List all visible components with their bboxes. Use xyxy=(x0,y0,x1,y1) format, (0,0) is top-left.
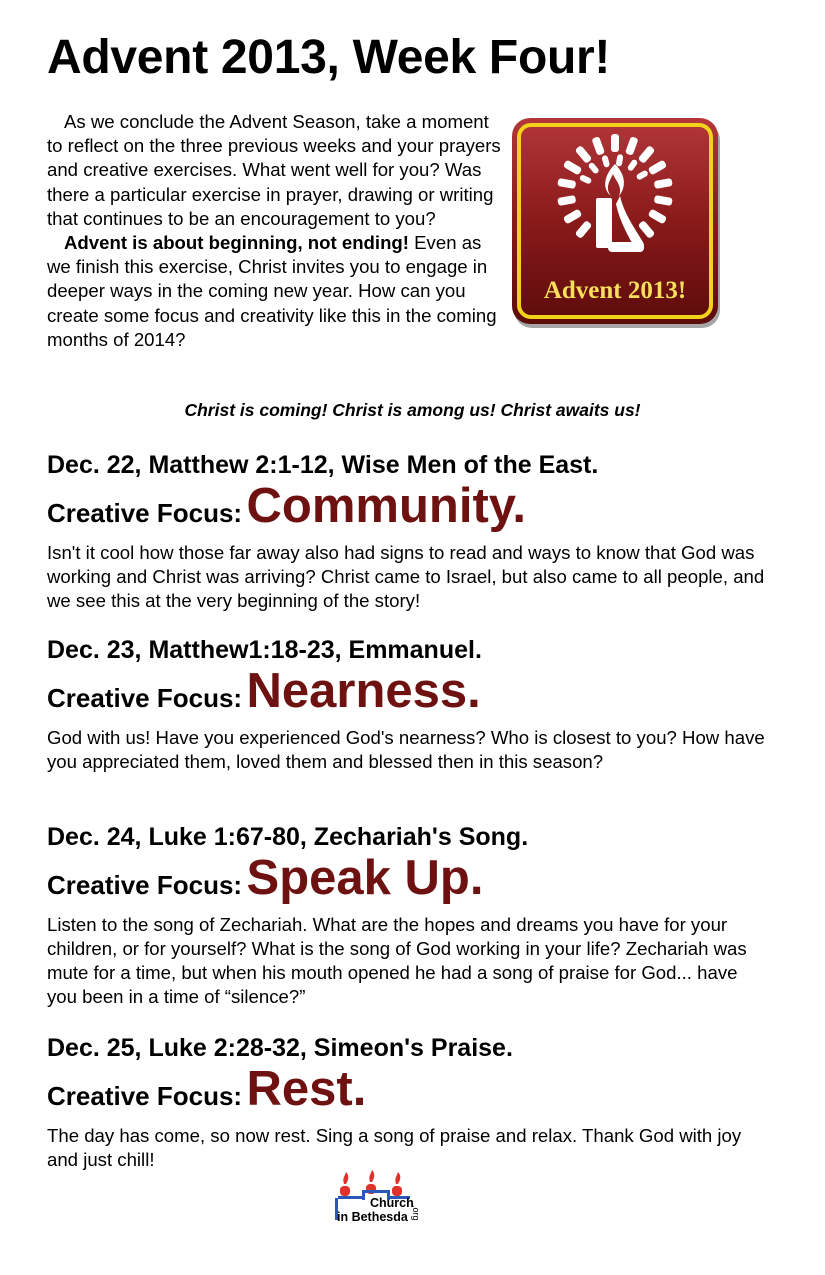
creative-focus xyxy=(47,851,767,913)
day-heading: Dec. 22, Matthew 2:1-12, Wise Men of the East. xyxy=(47,451,599,479)
creative-focus-word: Community. xyxy=(246,479,527,533)
creative-focus-label: Creative Focus: xyxy=(47,498,243,528)
advent-2013-badge xyxy=(512,118,722,330)
creative-focus-word: Nearness. xyxy=(246,664,481,718)
tagline: Christ is coming! Christ is among us! Christ awaits us! xyxy=(184,400,641,420)
day-body: God with us! Have you experienced God's nearness? Who is closest to you? How have you appreciated them, loved them and blessed then in this season? xyxy=(47,727,765,772)
day-heading: Dec. 24, Luke 1:67-80, Zechariah's Song. xyxy=(47,823,529,851)
day-heading: Dec. 25, Luke 2:28-32, Simeon's Praise. xyxy=(47,1034,513,1062)
creative-focus-word: Rest. xyxy=(246,1062,367,1116)
intro-bold-statement: Advent is about beginning, not ending! xyxy=(64,232,409,254)
day-body: The day has come, so now rest. Sing a song of praise and relax. Thank God with joy and just chill! xyxy=(47,1125,742,1170)
day-dec-23 xyxy=(47,635,767,774)
creative-focus xyxy=(47,479,767,541)
badge-text: Advent 2013! xyxy=(543,277,687,304)
day-body: Isn't it cool how those far away also had signs to read and ways to know that God was working and Christ was arriving? Christ came to Israel, but also came to all people, and we see this at the very beginning of the story! xyxy=(47,542,765,611)
logo-text xyxy=(337,1196,414,1224)
intro-paragraph-1: As we conclude the Advent Season, take a moment to reflect on the three previous weeks and your prayers and creative exercises. What went well for you? Was there a particular exercise in prayer, drawing or writing that continues to be an encouragement to you? xyxy=(47,111,501,229)
creative-focus-label: Creative Focus: xyxy=(47,683,243,713)
intro-paragraph-2-rest: Even as we finish this exercise, Christ invites you to engage in deeper ways in the coming new year. How can you create some focus and creativity like this in the coming months of 2014? xyxy=(47,232,497,350)
day-dec-22 xyxy=(47,450,767,613)
logo-line-1: Church xyxy=(370,1196,414,1210)
day-heading: Dec. 23, Matthew1:18-23, Emmanuel. xyxy=(47,636,482,664)
day-body: Listen to the song of Zechariah. What are the hopes and dreams you have for your children, or for yourself? What is the song of God working in your life? Zechariah was mute for a time, but when his mouth opened he had a song of praise for God... have you been in a time of “silence?” xyxy=(47,914,747,1007)
creative-focus-label: Creative Focus: xyxy=(47,1081,243,1111)
intro-text xyxy=(47,110,502,352)
day-dec-24 xyxy=(47,822,767,1009)
intro-paragraph-2 xyxy=(47,231,502,352)
creative-focus xyxy=(47,664,767,726)
creative-focus xyxy=(47,1062,767,1124)
creative-focus-label: Creative Focus: xyxy=(47,870,243,900)
logo-line-2: in Bethesda xyxy=(337,1210,408,1224)
creative-focus-word: Speak Up. xyxy=(246,851,484,905)
day-dec-25 xyxy=(47,1033,767,1172)
logo-org-suffix: .org xyxy=(411,1205,421,1221)
page-title: Advent 2013, Week Four! xyxy=(47,31,611,84)
